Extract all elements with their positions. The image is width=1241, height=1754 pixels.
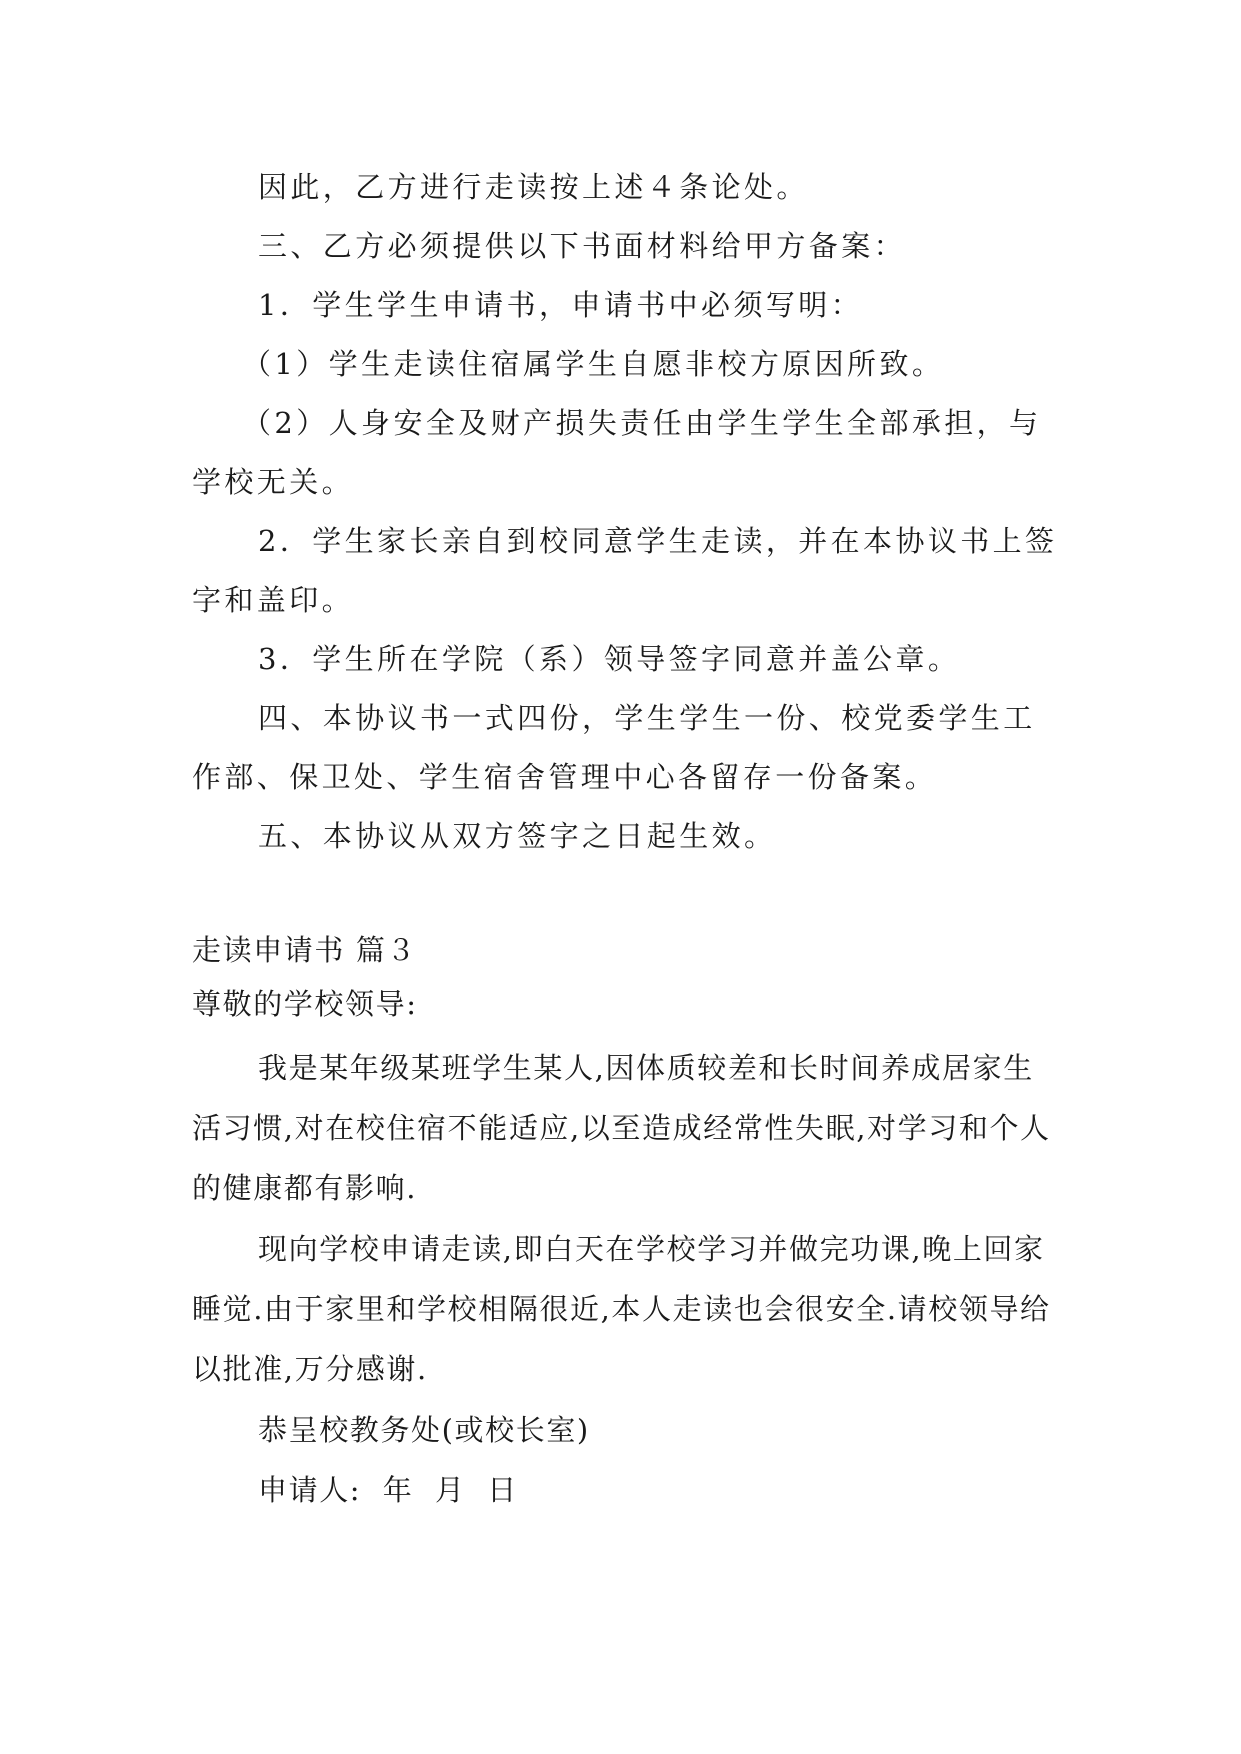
paragraph-section-4: 四、本协议书一式四份，学生学生一份、校党委学生工作部、保卫处、学生宿舍管理中心各留存一份备案。 bbox=[192, 701, 1036, 794]
salutation: 尊敬的学校领导: bbox=[192, 987, 418, 1021]
signature-line: 申请人: 年 月 日 bbox=[258, 1473, 518, 1507]
paragraph-item-1-2: （2）人身安全及财产损失责任由学生学生全部承担，与学校无关。 bbox=[192, 406, 1042, 499]
section-title: 走读申请书 篇３ bbox=[192, 933, 418, 967]
paragraph-therefore: 因此，乙方进行走读按上述４条论处。 bbox=[258, 170, 809, 204]
paragraph-item-2: 2．学生家长亲自到校同意学生走读，并在本协议书上签字和盖印。 bbox=[192, 524, 1058, 617]
paragraph-section-5: 五、本协议从双方签字之日起生效。 bbox=[258, 819, 777, 853]
paragraph-item-3: 3．学生所在学院（系）领导签字同意并盖公章。 bbox=[258, 642, 961, 676]
paragraph-item-1-1: （1）学生走读住宿属学生自愿非校方原因所致。 bbox=[242, 347, 945, 381]
paragraph-item-1: 1．学生学生申请书，申请书中必须写明： bbox=[258, 288, 864, 322]
paragraph-section-3: 三、乙方必须提供以下书面材料给甲方备案： bbox=[258, 229, 907, 263]
paragraph-body-2: 现向学校申请走读,即白天在学校学习并做完功课,晚上回家睡觉.由于家里和学校相隔很近,本人走读也会很安全.请校领导给以批准,万分感谢. bbox=[192, 1232, 1051, 1386]
paragraph-body-1: 我是某年级某班学生某人,因体质较差和长时间养成居家生活习惯,对在校住宿不能适应,以至造成经常性失眠,对学习和个人的健康都有影响. bbox=[192, 1051, 1051, 1205]
closing-line: 恭呈校教务处(或校长室) bbox=[258, 1413, 590, 1447]
